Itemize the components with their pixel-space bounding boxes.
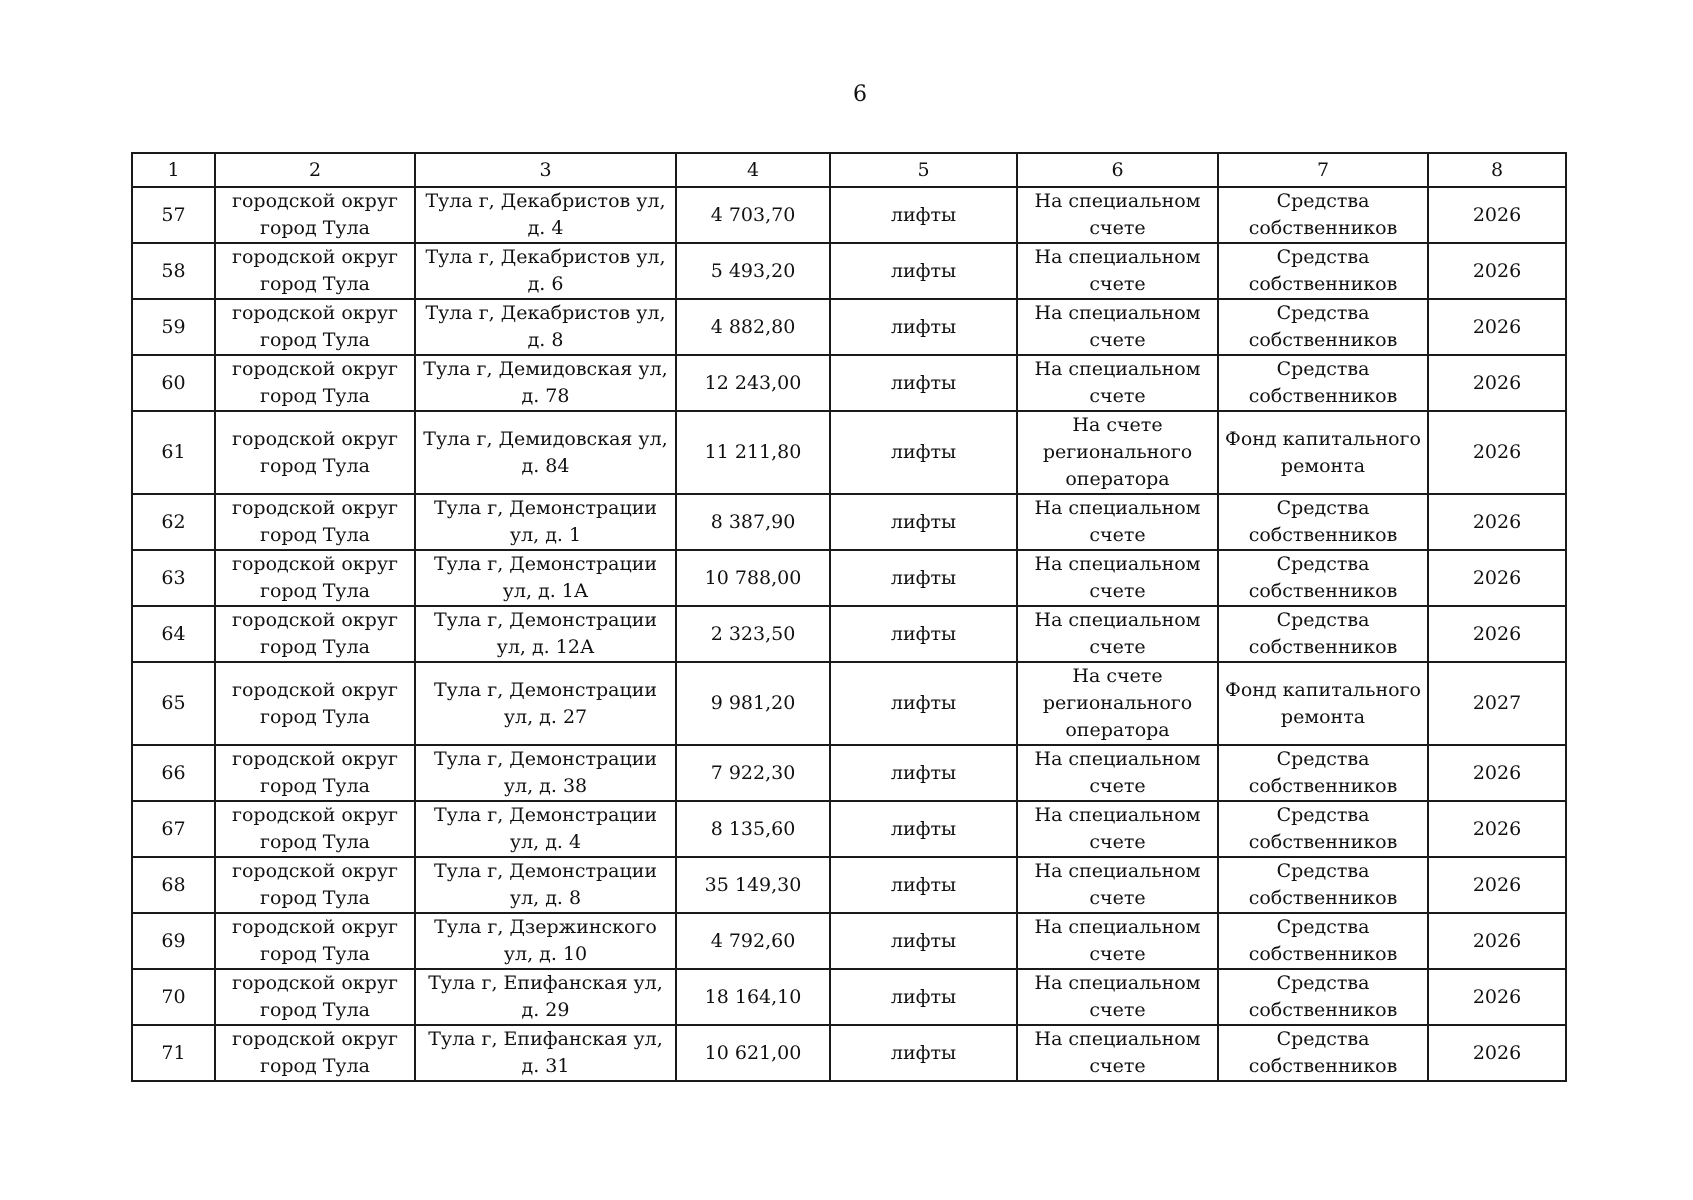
district-cell: городской округ город Тула <box>215 745 415 801</box>
column-header: 2 <box>215 153 415 187</box>
work-type-cell: лифты <box>830 969 1017 1025</box>
funding-source-cell: Средства собственников <box>1218 969 1428 1025</box>
fund-account-cell: На счете регионального оператора <box>1017 662 1218 745</box>
funding-source-cell: Средства собственников <box>1218 187 1428 243</box>
year-cell: 2026 <box>1428 913 1566 969</box>
district-cell: городской округ город Тула <box>215 1025 415 1081</box>
year-cell: 2026 <box>1428 299 1566 355</box>
column-header: 8 <box>1428 153 1566 187</box>
row-number-cell: 69 <box>132 913 215 969</box>
area-cell: 8 387,90 <box>676 494 830 550</box>
work-type-cell: лифты <box>830 1025 1017 1081</box>
district-cell: городской округ город Тула <box>215 494 415 550</box>
fund-account-cell: На специальном счете <box>1017 745 1218 801</box>
fund-account-cell: На специальном счете <box>1017 355 1218 411</box>
address-cell: Тула г, Демонстрации ул, д. 4 <box>415 801 676 857</box>
fund-account-cell: На счете регионального оператора <box>1017 411 1218 494</box>
district-cell: городской округ город Тула <box>215 550 415 606</box>
district-cell: городской округ город Тула <box>215 969 415 1025</box>
row-number-cell: 57 <box>132 187 215 243</box>
address-cell: Тула г, Демидовская ул, д. 78 <box>415 355 676 411</box>
year-cell: 2026 <box>1428 243 1566 299</box>
table-row <box>132 662 1566 745</box>
district-cell: городской округ город Тула <box>215 355 415 411</box>
funding-source-cell: Средства собственников <box>1218 606 1428 662</box>
year-cell: 2026 <box>1428 969 1566 1025</box>
address-cell: Тула г, Декабристов ул, д. 4 <box>415 187 676 243</box>
column-header: 6 <box>1017 153 1218 187</box>
area-cell: 10 788,00 <box>676 550 830 606</box>
fund-account-cell: На специальном счете <box>1017 1025 1218 1081</box>
district-cell: городской округ город Тула <box>215 187 415 243</box>
address-cell: Тула г, Декабристов ул, д. 8 <box>415 299 676 355</box>
table-row <box>132 913 1566 969</box>
area-cell: 9 981,20 <box>676 662 830 745</box>
fund-account-cell: На специальном счете <box>1017 913 1218 969</box>
funding-source-cell: Фонд капитального ремонта <box>1218 411 1428 494</box>
fund-account-cell: На специальном счете <box>1017 243 1218 299</box>
fund-account-cell: На специальном счете <box>1017 299 1218 355</box>
year-cell: 2026 <box>1428 745 1566 801</box>
row-number-cell: 70 <box>132 969 215 1025</box>
work-type-cell: лифты <box>830 187 1017 243</box>
work-type-cell: лифты <box>830 662 1017 745</box>
row-number-cell: 63 <box>132 550 215 606</box>
area-cell: 2 323,50 <box>676 606 830 662</box>
area-cell: 8 135,60 <box>676 801 830 857</box>
repair-schedule-table <box>131 152 1567 1082</box>
year-cell: 2026 <box>1428 857 1566 913</box>
year-cell: 2026 <box>1428 494 1566 550</box>
year-cell: 2026 <box>1428 1025 1566 1081</box>
district-cell: городской округ город Тула <box>215 411 415 494</box>
area-cell: 7 922,30 <box>676 745 830 801</box>
work-type-cell: лифты <box>830 745 1017 801</box>
row-number-cell: 61 <box>132 411 215 494</box>
table-row <box>132 187 1566 243</box>
column-header: 5 <box>830 153 1017 187</box>
area-cell: 11 211,80 <box>676 411 830 494</box>
table-row <box>132 745 1566 801</box>
row-number-cell: 66 <box>132 745 215 801</box>
row-number-cell: 67 <box>132 801 215 857</box>
address-cell: Тула г, Демонстрации ул, д. 27 <box>415 662 676 745</box>
funding-source-cell: Средства собственников <box>1218 299 1428 355</box>
funding-source-cell: Средства собственников <box>1218 494 1428 550</box>
work-type-cell: лифты <box>830 801 1017 857</box>
year-cell: 2027 <box>1428 662 1566 745</box>
work-type-cell: лифты <box>830 243 1017 299</box>
district-cell: городской округ город Тула <box>215 662 415 745</box>
year-cell: 2026 <box>1428 606 1566 662</box>
area-cell: 4 792,60 <box>676 913 830 969</box>
area-cell: 4 882,80 <box>676 299 830 355</box>
fund-account-cell: На специальном счете <box>1017 494 1218 550</box>
district-cell: городской округ город Тула <box>215 913 415 969</box>
area-cell: 4 703,70 <box>676 187 830 243</box>
address-cell: Тула г, Демидовская ул, д. 84 <box>415 411 676 494</box>
address-cell: Тула г, Декабристов ул, д. 6 <box>415 243 676 299</box>
table-row <box>132 494 1566 550</box>
address-cell: Тула г, Епифанская ул, д. 31 <box>415 1025 676 1081</box>
row-number-cell: 59 <box>132 299 215 355</box>
funding-source-cell: Средства собственников <box>1218 1025 1428 1081</box>
district-cell: городской округ город Тула <box>215 299 415 355</box>
fund-account-cell: На специальном счете <box>1017 550 1218 606</box>
year-cell: 2026 <box>1428 187 1566 243</box>
row-number-cell: 71 <box>132 1025 215 1081</box>
fund-account-cell: На специальном счете <box>1017 187 1218 243</box>
year-cell: 2026 <box>1428 550 1566 606</box>
district-cell: городской округ город Тула <box>215 857 415 913</box>
area-cell: 35 149,30 <box>676 857 830 913</box>
work-type-cell: лифты <box>830 550 1017 606</box>
work-type-cell: лифты <box>830 299 1017 355</box>
work-type-cell: лифты <box>830 411 1017 494</box>
table-row <box>132 243 1566 299</box>
table-body <box>132 187 1566 1081</box>
work-type-cell: лифты <box>830 355 1017 411</box>
fund-account-cell: На специальном счете <box>1017 969 1218 1025</box>
table-header-row <box>132 153 1566 187</box>
work-type-cell: лифты <box>830 606 1017 662</box>
row-number-cell: 68 <box>132 857 215 913</box>
year-cell: 2026 <box>1428 355 1566 411</box>
fund-account-cell: На специальном счете <box>1017 857 1218 913</box>
table-row <box>132 411 1566 494</box>
address-cell: Тула г, Демонстрации ул, д. 8 <box>415 857 676 913</box>
funding-source-cell: Средства собственников <box>1218 801 1428 857</box>
address-cell: Тула г, Демонстрации ул, д. 1А <box>415 550 676 606</box>
row-number-cell: 65 <box>132 662 215 745</box>
work-type-cell: лифты <box>830 913 1017 969</box>
fund-account-cell: На специальном счете <box>1017 606 1218 662</box>
funding-source-cell: Средства собственников <box>1218 913 1428 969</box>
table-row <box>132 299 1566 355</box>
table-row <box>132 1025 1566 1081</box>
funding-source-cell: Фонд капитального ремонта <box>1218 662 1428 745</box>
funding-source-cell: Средства собственников <box>1218 745 1428 801</box>
area-cell: 18 164,10 <box>676 969 830 1025</box>
table-row <box>132 606 1566 662</box>
table-row <box>132 857 1566 913</box>
row-number-cell: 58 <box>132 243 215 299</box>
column-header: 7 <box>1218 153 1428 187</box>
address-cell: Тула г, Демонстрации ул, д. 1 <box>415 494 676 550</box>
address-cell: Тула г, Дзержинского ул, д. 10 <box>415 913 676 969</box>
row-number-cell: 60 <box>132 355 215 411</box>
year-cell: 2026 <box>1428 801 1566 857</box>
table-row <box>132 355 1566 411</box>
row-number-cell: 64 <box>132 606 215 662</box>
work-type-cell: лифты <box>830 494 1017 550</box>
funding-source-cell: Средства собственников <box>1218 550 1428 606</box>
column-header: 4 <box>676 153 830 187</box>
address-cell: Тула г, Демонстрации ул, д. 12А <box>415 606 676 662</box>
table-row <box>132 550 1566 606</box>
fund-account-cell: На специальном счете <box>1017 801 1218 857</box>
funding-source-cell: Средства собственников <box>1218 857 1428 913</box>
page-number: 6 <box>853 82 867 107</box>
year-cell: 2026 <box>1428 411 1566 494</box>
work-type-cell: лифты <box>830 857 1017 913</box>
district-cell: городской округ город Тула <box>215 606 415 662</box>
funding-source-cell: Средства собственников <box>1218 355 1428 411</box>
area-cell: 5 493,20 <box>676 243 830 299</box>
table-row <box>132 969 1566 1025</box>
funding-source-cell: Средства собственников <box>1218 243 1428 299</box>
area-cell: 12 243,00 <box>676 355 830 411</box>
area-cell: 10 621,00 <box>676 1025 830 1081</box>
district-cell: городской округ город Тула <box>215 243 415 299</box>
row-number-cell: 62 <box>132 494 215 550</box>
table-row <box>132 801 1566 857</box>
column-header: 3 <box>415 153 676 187</box>
column-header: 1 <box>132 153 215 187</box>
address-cell: Тула г, Демонстрации ул, д. 38 <box>415 745 676 801</box>
district-cell: городской округ город Тула <box>215 801 415 857</box>
address-cell: Тула г, Епифанская ул, д. 29 <box>415 969 676 1025</box>
